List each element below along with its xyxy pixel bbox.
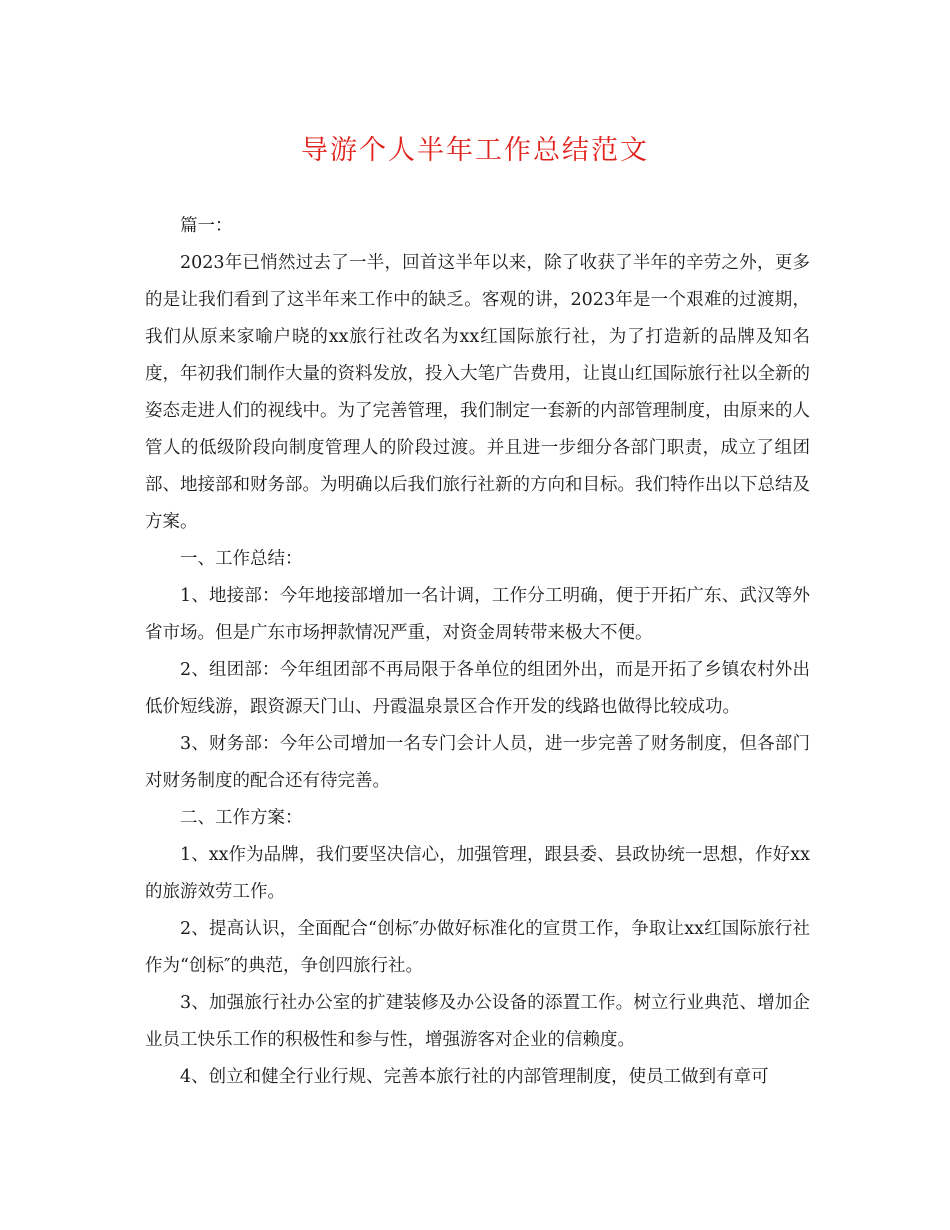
paragraph-plan-item-3: 3、加强旅行社办公室的扩建装修及办公设备的添置工作。树立行业典范、增加企业员工快乐工作的积极性和参与性，增强游客对企业的信赖度。 (145, 993, 810, 1050)
heading-work-plan: 二、工作方案： (180, 808, 303, 828)
paragraph-summary-item-3: 3、财务部：今年公司增加一名专门会计人员，进一步完善了财务制度，但各部门对财务制度的配合还有待完善。 (145, 734, 810, 791)
paragraph-section-label: 篇一： (180, 216, 233, 236)
heading-work-summary: 一、工作总结： (180, 549, 303, 569)
paragraph-plan-item-1: 1、xx作为品牌，我们要坚决信心，加强管理，跟县委、县政协统一思想，作好xx的旅游效劳工作。 (145, 845, 810, 902)
paragraph-summary-item-2: 2、组团部：今年组团部不再局限于各单位的组团外出，而是开拓了乡镇农村外出低价短线游，跟资源天门山、丹霞温泉景区合作开发的线路也做得比较成功。 (145, 660, 810, 717)
document-body (145, 208, 810, 1096)
document-title: 导游个人半年工作总结范文 (301, 135, 649, 166)
paragraph-plan-item-4: 4、创立和健全行业行规、完善本旅行社的内部管理制度，使员工做到有章可 (180, 1067, 769, 1087)
paragraph-plan-item-2: 2、提高认识，全面配合“创标″办做好标准化的宣贯工作，争取让xx红国际旅行社作为“创标″的典范，争创四旅行社。 (145, 919, 810, 976)
paragraph-intro: 2023年已悄然过去了一半，回首这半年以来，除了收获了半年的辛劳之外，更多的是让我们看到了这半年来工作中的缺乏。客观的讲，2023年是一个艰难的过渡期，我们从原来家喻户晓的xx旅行社改名为xx红国际旅行社，为了打造新的品牌及知名度，年初我们制作大量的资料发放，投入大笔广告费用，让崀山红国际旅行社以全新的姿态走进人们的视线中。为了完善管理，我们制定一套新的内部管理制度，由原来的人管人的低级阶段向制度管理人的阶段过渡。并且进一步细分各部门职责，成立了组团部、地接部和财务部。为明确以后我们旅行社新的方向和目标。我们特作出以下总结及方案。 (145, 253, 810, 532)
paragraph-summary-item-1: 1、地接部：今年地接部增加一名计调，工作分工明确，便于开拓广东、武汉等外省市场。但是广东市场押款情况严重，对资金周转带来极大不便。 (145, 586, 810, 643)
